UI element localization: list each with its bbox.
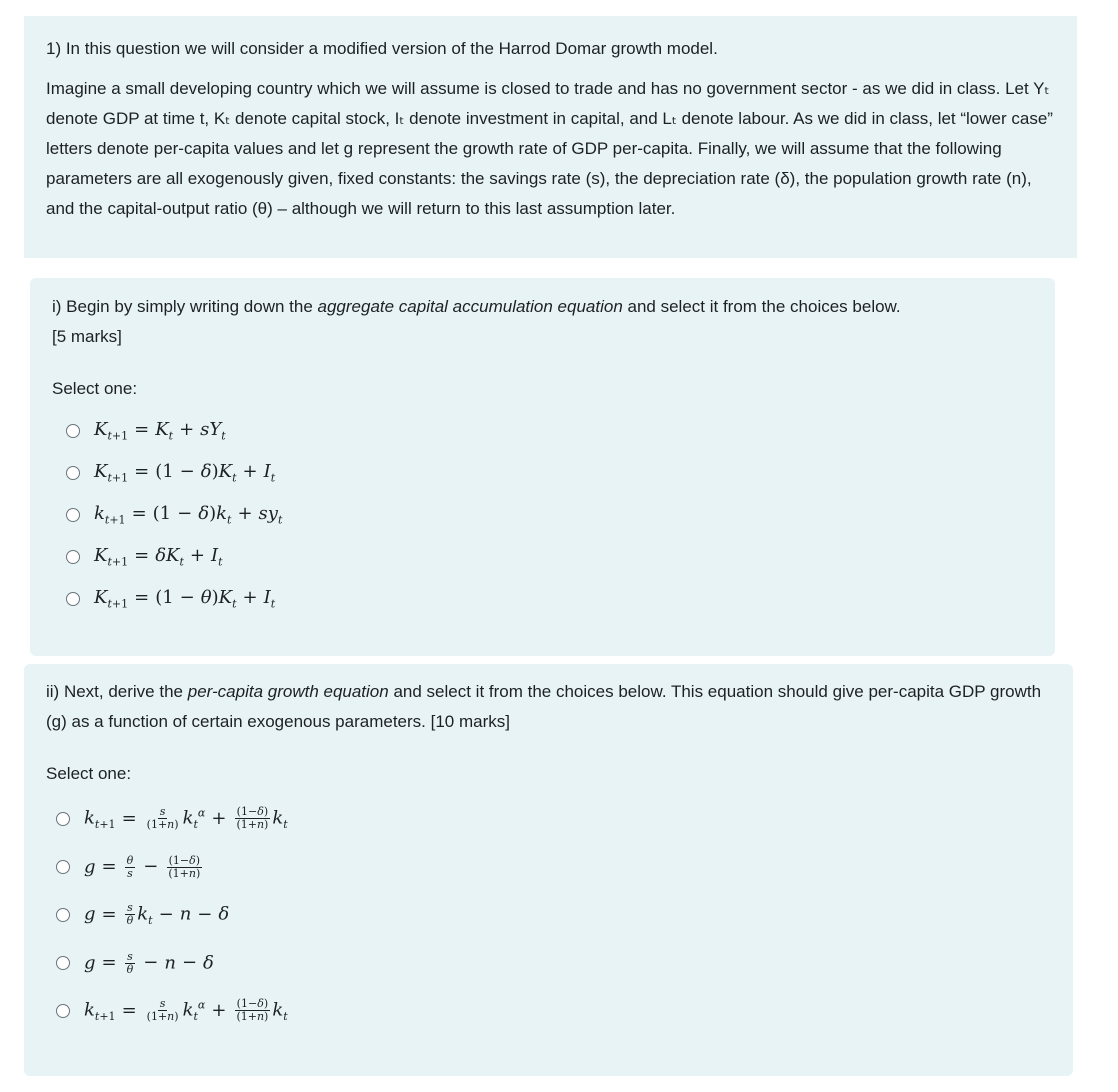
question-part-ii — [24, 664, 1073, 1076]
option-equation: $k_{t+1}$ = $\frac{s}{(1+n)}$ $k_t^\alpha$ + $\frac{(1-\delta)}{(1+n)}$ $k_t$ — [84, 805, 288, 832]
option-equation: $K_{t+1} = K_t + sY_t$ — [94, 419, 226, 443]
intro-body: Imagine a small developing country which we will assume is closed to trade and has no government sector - as we did in class. Let Yₜ denote GDP at time t, Kₜ denote capital stock, Iₜ denote investment in capital, and Lₜ denote labour. As we did in class, let “lower case” letters denote per-capita values and let g represent the growth rate of GDP per-capita. Finally, we will assume that the following parameters are all exogenously given, fixed constants: the savings rate (s), the depreciation rate (δ), the population growth rate (n), and the capital-output ratio (θ) – although we will return to this last assumption later. — [46, 79, 1053, 218]
part-i-option-1[interactable] — [52, 410, 1033, 452]
question-intro — [24, 16, 1077, 258]
option-equation: $K_{t+1} = (1 - \theta)K_t + I_t$ — [94, 587, 276, 611]
option-equation: g = $\frac{s}{\theta}$ − n − δ — [84, 949, 214, 976]
radio-button[interactable] — [66, 508, 80, 522]
option-equation: g = $\frac{s}{\theta}$ $k_t - n - \delta$ — [84, 901, 230, 928]
part-ii-option-3[interactable] — [46, 891, 1051, 939]
option-equation: $K_{t+1} = \delta K_t + I_t$ — [94, 545, 223, 569]
part-i-option-5[interactable] — [52, 578, 1033, 620]
radio-button[interactable] — [66, 466, 80, 480]
radio-button[interactable] — [56, 812, 70, 826]
part-i-marks: [5 marks] — [52, 327, 122, 346]
radio-button[interactable] — [56, 908, 70, 922]
part-ii-options — [46, 795, 1051, 1035]
part-i-option-3[interactable] — [52, 494, 1033, 536]
part-i-select-label: Select one: — [52, 379, 138, 398]
part-ii-select-label: Select one: — [46, 764, 132, 783]
radio-button[interactable] — [56, 860, 70, 874]
question-part-i — [30, 278, 1055, 656]
option-equation: $k_{t+1}$ = $\frac{s}{(1+n)}$ $k_t^\alpha$ + $\frac{(1-\delta)}{(1+n)}$ $k_t$ — [84, 997, 288, 1024]
option-equation: $k_{t+1} = (1 - \delta)k_t + sy_t$ — [94, 503, 283, 527]
part-i-prompt: i) Begin by simply writing down the aggregate capital accumulation equation and select it from the choices below. [5 marks] — [52, 297, 901, 346]
part-ii-option-5[interactable] — [46, 987, 1051, 1035]
radio-button[interactable] — [56, 956, 70, 970]
part-ii-prompt: ii) Next, derive the per-capita growth equation and select it from the choices below. This equation should give per-capita GDP growth (g) as a function of certain exogenous parameters. [10 marks] — [46, 682, 1042, 731]
intro-heading: 1) In this question we will consider a modified version of the Harrod Domar growth model. — [46, 39, 718, 58]
radio-button[interactable] — [66, 550, 80, 564]
radio-button[interactable] — [66, 424, 80, 438]
option-equation: g = $\frac{\theta}{s}$ − $\frac{(1-\delta)}{(1+n)}$ — [84, 853, 201, 880]
part-ii-option-1[interactable] — [46, 795, 1051, 843]
part-i-option-4[interactable] — [52, 536, 1033, 578]
radio-button[interactable] — [66, 592, 80, 606]
part-ii-option-4[interactable] — [46, 939, 1051, 987]
radio-button[interactable] — [56, 1004, 70, 1018]
option-equation: $K_{t+1} = (1 - \delta)K_t + I_t$ — [94, 461, 276, 485]
part-i-options — [52, 410, 1033, 620]
part-i-option-2[interactable] — [52, 452, 1033, 494]
part-ii-option-2[interactable] — [46, 843, 1051, 891]
